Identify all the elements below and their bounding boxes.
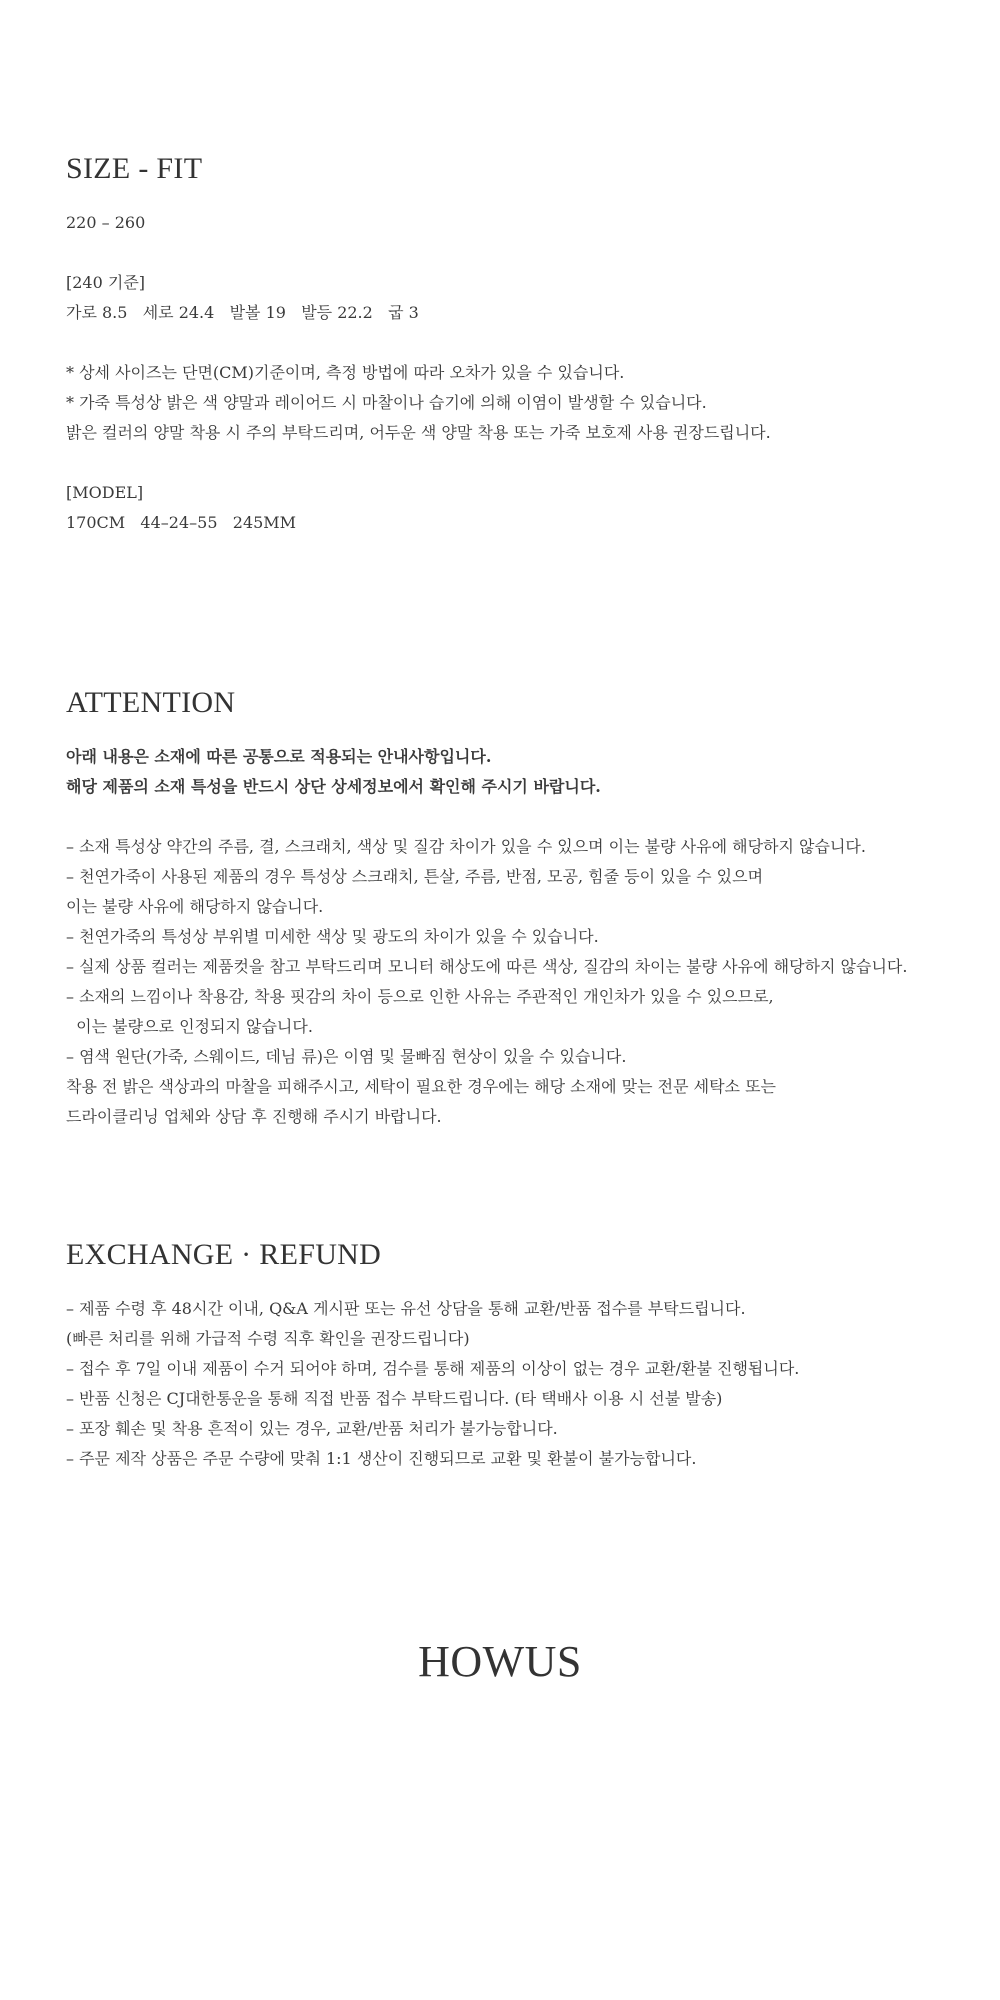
attention-line: 이는 불량 사유에 해당하지 않습니다. <box>66 897 324 916</box>
exchange-refund-title: EXCHANGE · REFUND <box>66 1238 382 1271</box>
model-info: 170CM 44–24–55 245MM <box>66 513 297 532</box>
attention-line: – 실제 상품 컬러는 제품컷을 참고 부탁드리며 모니터 해상도에 따른 색상, 질감의 차이는 불량 사유에 해당하지 않습니다. <box>66 957 908 976</box>
attention-line: – 염색 원단(가죽, 스웨이드, 데님 류)은 이염 및 물빠짐 현상이 있을 수 있습니다. <box>66 1047 627 1066</box>
brand-logo: HOWUS <box>418 1637 582 1686</box>
size-basis-label: [240 기준] <box>66 273 146 292</box>
spacer <box>66 328 966 358</box>
size-fit-title: SIZE - FIT <box>66 152 203 185</box>
exchange-line: – 포장 훼손 및 착용 흔적이 있는 경우, 교환/반품 처리가 불가능합니다. <box>66 1419 558 1438</box>
attention-line: – 소재의 느낌이나 착용감, 착용 핏감의 차이 등으로 인한 사유는 주관적인 개인차가 있을 수 있으므로, <box>66 987 774 1006</box>
exchange-line: – 반품 신청은 CJ대한통운을 통해 직접 반품 접수 부탁드립니다. (타 택배사 이용 시 선불 발송) <box>66 1389 723 1408</box>
attention-line: – 천연가죽이 사용된 제품의 경우 특성상 스크래치, 튼살, 주름, 반점, 모공, 힘줄 등이 있을 수 있으며 <box>66 867 764 886</box>
attention-line: – 천연가죽의 특성상 부위별 미세한 색상 및 광도의 차이가 있을 수 있습니다. <box>66 927 599 946</box>
attention-intro: 아래 내용은 소재에 따른 공통으로 적용되는 안내사항입니다. <box>66 747 492 766</box>
size-fit-section <box>66 154 966 538</box>
attention-line: 이는 불량으로 인정되지 않습니다. <box>66 1017 313 1036</box>
size-measurements: 가로 8.5 세로 24.4 발볼 19 발등 22.2 굽 3 <box>66 303 419 322</box>
attention-line: – 소재 특성상 약간의 주름, 결, 스크래치, 색상 및 질감 차이가 있을 수 있으며 이는 불량 사유에 해당하지 않습니다. <box>66 837 866 856</box>
size-range: 220 – 260 <box>66 213 146 232</box>
attention-section <box>66 688 966 1132</box>
attention-title: ATTENTION <box>66 686 236 719</box>
attention-line: 드라이클리닝 업체와 상담 후 진행해 주시기 바랍니다. <box>66 1107 442 1126</box>
spacer <box>66 802 966 832</box>
spacer <box>66 238 966 268</box>
size-note: * 상세 사이즈는 단면(CM)기준이며, 측정 방법에 따라 오차가 있을 수 있습니다. <box>66 363 625 382</box>
exchange-line: – 제품 수령 후 48시간 이내, Q&A 게시판 또는 유선 상담을 통해 교환/반품 접수를 부탁드립니다. <box>66 1299 746 1318</box>
exchange-line: (빠른 처리를 위해 가급적 수령 직후 확인을 권장드립니다) <box>66 1329 470 1348</box>
model-label: [MODEL] <box>66 483 144 502</box>
size-note: 밝은 컬러의 양말 착용 시 주의 부탁드리며, 어두운 색 양말 착용 또는 가죽 보호제 사용 권장드립니다. <box>66 423 771 442</box>
exchange-refund-section <box>66 1240 966 1474</box>
attention-line: 착용 전 밝은 색상과의 마찰을 피해주시고, 세탁이 필요한 경우에는 해당 소재에 맞는 전문 세탁소 또는 <box>66 1077 776 1096</box>
exchange-line: – 주문 제작 상품은 주문 수량에 맞춰 1:1 생산이 진행되므로 교환 및 환불이 불가능합니다. <box>66 1449 697 1468</box>
exchange-line: – 접수 후 7일 이내 제품이 수거 되어야 하며, 검수를 통해 제품의 이상이 없는 경우 교환/환불 진행됩니다. <box>66 1359 800 1378</box>
size-note: * 가죽 특성상 밝은 색 양말과 레이어드 시 마찰이나 습기에 의해 이염이 발생할 수 있습니다. <box>66 393 707 412</box>
attention-intro: 해당 제품의 소재 특성을 반드시 상단 상세정보에서 확인해 주시기 바랍니다. <box>66 777 601 796</box>
spacer <box>66 448 966 478</box>
